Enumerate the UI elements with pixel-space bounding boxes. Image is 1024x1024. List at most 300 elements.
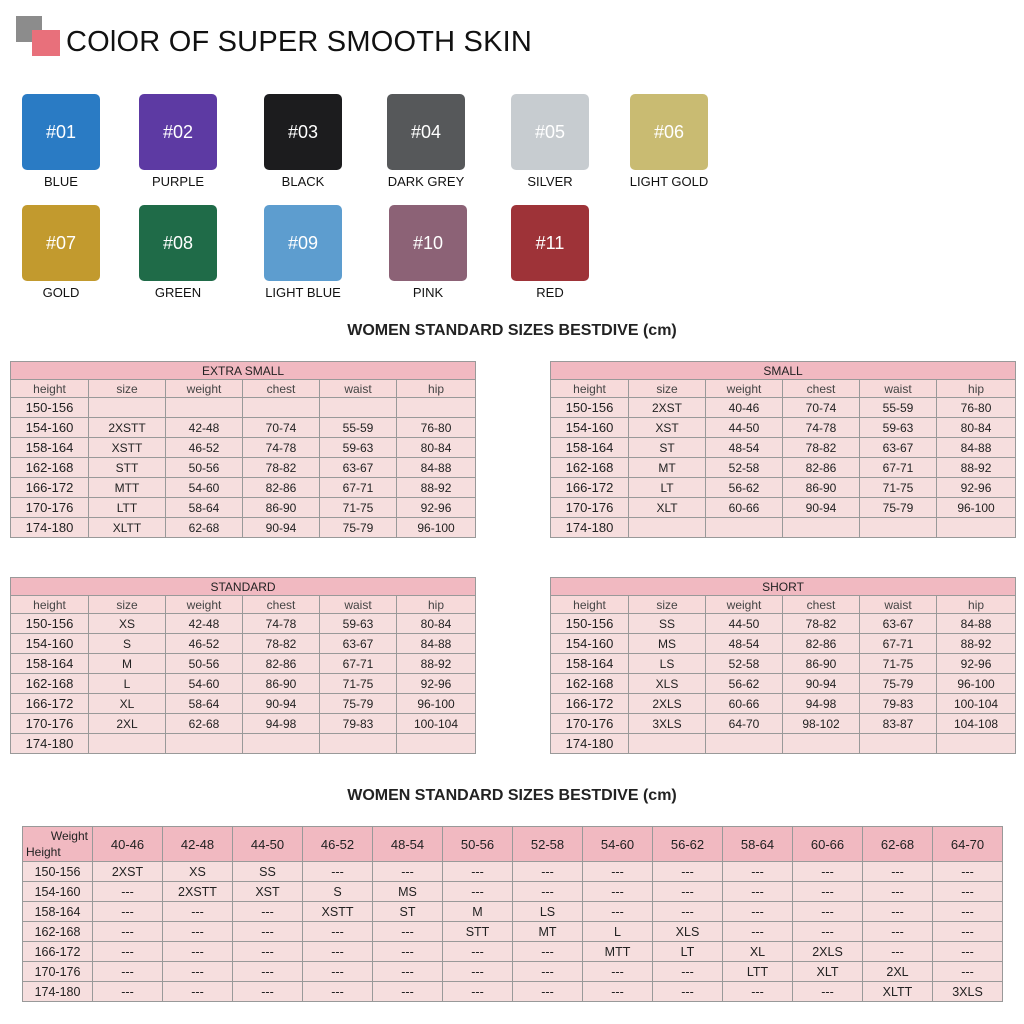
size-cell: 3XLS [933, 982, 1003, 1002]
table-cell: 54-60 [166, 478, 243, 498]
height-cell: 174-180 [23, 982, 93, 1002]
size-cell: --- [583, 982, 653, 1002]
brand-logo [16, 16, 62, 58]
size-cell: --- [303, 942, 373, 962]
table-row [11, 694, 476, 714]
column-header: hip [937, 380, 1016, 398]
table-row [23, 922, 1003, 942]
table-row [11, 654, 476, 674]
table-cell: 83-87 [860, 714, 937, 734]
size-cell: --- [93, 962, 163, 982]
color-swatch: #07 [22, 205, 100, 281]
table-cell: 82-86 [783, 634, 860, 654]
size-cell: --- [233, 922, 303, 942]
height-cell: 162-168 [11, 674, 89, 694]
table-cell: 59-63 [320, 614, 397, 634]
weight-header: 60-66 [793, 827, 863, 862]
table-cell: 86-90 [783, 478, 860, 498]
table-cell: 2XLS [629, 694, 706, 714]
size-cell: S [303, 882, 373, 902]
table-cell: XLT [629, 498, 706, 518]
size-table-caption: EXTRA SMALL [11, 362, 476, 380]
height-cell: 154-160 [11, 634, 89, 654]
column-header: height [11, 380, 89, 398]
color-swatch: #01 [22, 94, 100, 170]
table-cell [320, 398, 397, 418]
table-cell: 46-52 [166, 438, 243, 458]
table-cell [166, 398, 243, 418]
height-cell: 166-172 [551, 478, 629, 498]
table-cell: 78-82 [243, 634, 320, 654]
color-name-label: LIGHT BLUE [265, 285, 341, 300]
table-cell: 3XLS [629, 714, 706, 734]
table-row [551, 438, 1016, 458]
color-swatch: #10 [389, 205, 467, 281]
weight-header: 52-58 [513, 827, 583, 862]
table-cell: XL [89, 694, 166, 714]
height-cell: 174-180 [11, 518, 89, 538]
height-cell: 162-168 [11, 458, 89, 478]
table-cell: M [89, 654, 166, 674]
table-cell: 67-71 [320, 654, 397, 674]
table-cell: MT [629, 458, 706, 478]
size-cell: --- [443, 942, 513, 962]
size-cell: XL [723, 942, 793, 962]
color-name-label: LIGHT GOLD [629, 174, 709, 189]
size-cell: LT [653, 942, 723, 962]
size-table-caption: SMALL [551, 362, 1016, 380]
table-cell: 92-96 [397, 498, 476, 518]
height-cell: 174-180 [551, 734, 629, 754]
size-cell: --- [233, 962, 303, 982]
size-cell: --- [863, 942, 933, 962]
color-name-label: DARK GREY [387, 174, 465, 189]
table-cell: 96-100 [937, 674, 1016, 694]
column-header: size [89, 596, 166, 614]
size-cell: --- [723, 862, 793, 882]
table-cell: 56-62 [706, 674, 783, 694]
color-swatch: #06 [630, 94, 708, 170]
size-table-short [550, 577, 1016, 754]
size-cell: --- [863, 882, 933, 902]
table-row [23, 862, 1003, 882]
weight-header: 40-46 [93, 827, 163, 862]
table-cell: 96-100 [937, 498, 1016, 518]
table-cell: 63-67 [320, 634, 397, 654]
table-cell: 84-88 [397, 634, 476, 654]
table-cell: 59-63 [860, 418, 937, 438]
weight-header: 64-70 [933, 827, 1003, 862]
table-row [11, 418, 476, 438]
table-row [551, 654, 1016, 674]
table-cell: 54-60 [166, 674, 243, 694]
size-cell: --- [793, 982, 863, 1002]
size-cell: --- [163, 942, 233, 962]
table-cell: 82-86 [243, 478, 320, 498]
table-row [551, 478, 1016, 498]
table-cell: 76-80 [937, 398, 1016, 418]
table-cell: ST [629, 438, 706, 458]
table-cell: 96-100 [397, 694, 476, 714]
size-cell: --- [513, 982, 583, 1002]
table-cell [320, 734, 397, 754]
table-cell [706, 734, 783, 754]
table-cell: SS [629, 614, 706, 634]
size-cell: --- [653, 902, 723, 922]
table-cell: 90-94 [783, 498, 860, 518]
table-row [11, 398, 476, 418]
table-cell: 78-82 [243, 458, 320, 478]
column-header: height [551, 596, 629, 614]
column-header: weight [166, 596, 243, 614]
table-cell [706, 518, 783, 538]
size-cell: --- [93, 982, 163, 1002]
table-cell: 78-82 [783, 614, 860, 634]
table-cell: 44-50 [706, 418, 783, 438]
table-cell: 90-94 [243, 518, 320, 538]
table-row [11, 614, 476, 634]
height-cell: 166-172 [11, 694, 89, 714]
table-cell: 75-79 [320, 694, 397, 714]
size-cell: XLT [793, 962, 863, 982]
table-cell: 2XSTT [89, 418, 166, 438]
size-cell: SS [233, 862, 303, 882]
table-cell: 100-104 [397, 714, 476, 734]
height-cell: 150-156 [551, 398, 629, 418]
size-cell: ST [373, 902, 443, 922]
weight-header: 54-60 [583, 827, 653, 862]
table-cell: 88-92 [937, 458, 1016, 478]
size-cell: MS [373, 882, 443, 902]
size-cell: --- [793, 922, 863, 942]
weight-header: 44-50 [233, 827, 303, 862]
table-cell: 55-59 [860, 398, 937, 418]
table-cell: 86-90 [243, 498, 320, 518]
table-cell: 46-52 [166, 634, 243, 654]
size-cell: --- [653, 862, 723, 882]
table-row [11, 478, 476, 498]
table-cell: 40-46 [706, 398, 783, 418]
table-row [551, 734, 1016, 754]
table-cell: 70-74 [243, 418, 320, 438]
size-cell: --- [933, 922, 1003, 942]
table-cell [783, 734, 860, 754]
table-cell: 94-98 [783, 694, 860, 714]
size-cell: --- [583, 902, 653, 922]
size-cell: --- [93, 942, 163, 962]
height-cell: 174-180 [551, 518, 629, 538]
weight-header: 42-48 [163, 827, 233, 862]
column-header: hip [397, 596, 476, 614]
table-cell: XS [89, 614, 166, 634]
table-cell: 71-75 [860, 478, 937, 498]
table-cell [166, 734, 243, 754]
color-swatch: #11 [511, 205, 589, 281]
height-cell: 166-172 [551, 694, 629, 714]
size-cell: --- [233, 902, 303, 922]
size-cell: --- [653, 982, 723, 1002]
table-cell: 63-67 [860, 438, 937, 458]
height-cell: 158-164 [551, 438, 629, 458]
table-row [23, 982, 1003, 1002]
size-cell: --- [723, 982, 793, 1002]
table-cell: 78-82 [783, 438, 860, 458]
table-cell: 44-50 [706, 614, 783, 634]
height-cell: 162-168 [551, 674, 629, 694]
size-cell: --- [793, 902, 863, 922]
size-cell: LS [513, 902, 583, 922]
table-cell: 88-92 [937, 634, 1016, 654]
size-cell: --- [163, 982, 233, 1002]
height-cell: 166-172 [11, 478, 89, 498]
size-cell: --- [653, 962, 723, 982]
size-cell: --- [373, 962, 443, 982]
height-cell: 162-168 [23, 922, 93, 942]
size-cell: --- [443, 982, 513, 1002]
height-cell: 158-164 [11, 654, 89, 674]
size-table-caption: STANDARD [11, 578, 476, 596]
table-cell: 92-96 [937, 654, 1016, 674]
height-cell: 154-160 [23, 882, 93, 902]
column-header: waist [320, 596, 397, 614]
color-name-label: GREEN [154, 285, 202, 300]
size-cell: --- [443, 882, 513, 902]
height-cell: 154-160 [551, 418, 629, 438]
size-cell: --- [863, 922, 933, 942]
color-swatch: #03 [264, 94, 342, 170]
table-cell: XLTT [89, 518, 166, 538]
color-name-label: RED [536, 285, 564, 300]
size-cell: L [583, 922, 653, 942]
size-table-extra-small [10, 361, 476, 538]
table-cell [629, 734, 706, 754]
color-name-label: BLUE [44, 174, 78, 189]
size-cell: --- [373, 942, 443, 962]
table-row [11, 714, 476, 734]
size-cell: 2XSTT [163, 882, 233, 902]
table-cell: 88-92 [397, 478, 476, 498]
size-cell: --- [443, 862, 513, 882]
table-row [551, 398, 1016, 418]
color-name-label: PINK [412, 285, 444, 300]
size-cell: --- [93, 902, 163, 922]
size-table-caption: SHORT [551, 578, 1016, 596]
height-cell: 150-156 [551, 614, 629, 634]
table-cell: XST [629, 418, 706, 438]
column-header: waist [860, 596, 937, 614]
weight-header: 62-68 [863, 827, 933, 862]
table-cell [629, 518, 706, 538]
size-cell: --- [513, 962, 583, 982]
table-cell: 64-70 [706, 714, 783, 734]
table-cell: 82-86 [243, 654, 320, 674]
color-name-label: BLACK [281, 174, 325, 189]
height-axis-label: Height [26, 845, 61, 859]
column-header: chest [783, 380, 860, 398]
table-cell: 62-68 [166, 714, 243, 734]
page-title: COlOR OF SUPER SMOOTH SKIN [66, 26, 533, 58]
height-cell: 158-164 [551, 654, 629, 674]
column-header: size [629, 380, 706, 398]
table-cell: 48-54 [706, 634, 783, 654]
table-cell: XLS [629, 674, 706, 694]
size-cell: --- [373, 922, 443, 942]
color-swatch: #09 [264, 205, 342, 281]
table-cell: XSTT [89, 438, 166, 458]
table-cell: 86-90 [243, 674, 320, 694]
size-cell: --- [793, 882, 863, 902]
table-cell: 84-88 [937, 614, 1016, 634]
table-cell: 92-96 [937, 478, 1016, 498]
table-cell: 60-66 [706, 498, 783, 518]
column-header: weight [706, 596, 783, 614]
height-cell: 150-156 [11, 614, 89, 634]
table-cell: 88-92 [397, 654, 476, 674]
table-cell [937, 518, 1016, 538]
size-cell: --- [933, 862, 1003, 882]
size-cell: --- [933, 942, 1003, 962]
table-cell: 60-66 [706, 694, 783, 714]
weight-section-title: WOMEN STANDARD SIZES BESTDIVE (cm) [347, 787, 677, 804]
table-row [23, 902, 1003, 922]
table-cell: 55-59 [320, 418, 397, 438]
color-name-label: PURPLE [151, 174, 205, 189]
table-cell: 67-71 [860, 458, 937, 478]
table-cell: 82-86 [783, 458, 860, 478]
table-row [11, 674, 476, 694]
size-cell: --- [863, 862, 933, 882]
table-row [11, 634, 476, 654]
column-header: hip [397, 380, 476, 398]
weight-header: 46-52 [303, 827, 373, 862]
table-row [23, 942, 1003, 962]
height-cell: 162-168 [551, 458, 629, 478]
size-cell: XLS [653, 922, 723, 942]
table-cell: L [89, 674, 166, 694]
table-cell: 2XST [629, 398, 706, 418]
weight-axis-label: Weight [50, 829, 88, 843]
height-cell: 158-164 [11, 438, 89, 458]
table-cell: 75-79 [860, 498, 937, 518]
size-cell: --- [513, 882, 583, 902]
size-cell: --- [303, 962, 373, 982]
size-cell: LTT [723, 962, 793, 982]
table-cell [860, 734, 937, 754]
height-cell: 170-176 [23, 962, 93, 982]
column-header: chest [243, 380, 320, 398]
table-cell: 90-94 [243, 694, 320, 714]
table-cell: 56-62 [706, 478, 783, 498]
size-cell: --- [93, 882, 163, 902]
table-cell: 76-80 [397, 418, 476, 438]
column-header: height [551, 380, 629, 398]
table-cell: 70-74 [783, 398, 860, 418]
table-cell: 59-63 [320, 438, 397, 458]
table-row [11, 734, 476, 754]
size-cell: XLTT [863, 982, 933, 1002]
table-cell: 71-75 [320, 498, 397, 518]
size-cell: --- [303, 922, 373, 942]
table-row [551, 418, 1016, 438]
table-row [551, 518, 1016, 538]
table-cell [937, 734, 1016, 754]
table-cell [89, 734, 166, 754]
table-row [551, 674, 1016, 694]
size-cell: --- [513, 942, 583, 962]
table-cell: 80-84 [937, 418, 1016, 438]
table-cell: STT [89, 458, 166, 478]
table-cell: 84-88 [937, 438, 1016, 458]
column-header: weight [166, 380, 243, 398]
table-row [11, 438, 476, 458]
table-cell: 71-75 [320, 674, 397, 694]
table-row [551, 614, 1016, 634]
height-cell: 154-160 [11, 418, 89, 438]
color-name-label: GOLD [42, 285, 80, 300]
weight-height-table [22, 826, 1003, 1002]
table-cell: 62-68 [166, 518, 243, 538]
size-cell: --- [933, 882, 1003, 902]
table-cell: 71-75 [860, 654, 937, 674]
color-swatch: #08 [139, 205, 217, 281]
table-row [551, 694, 1016, 714]
table-cell: MS [629, 634, 706, 654]
table-cell: 2XL [89, 714, 166, 734]
color-swatch: #05 [511, 94, 589, 170]
table-cell [243, 734, 320, 754]
size-cell: M [443, 902, 513, 922]
table-cell [243, 398, 320, 418]
size-cell: --- [933, 962, 1003, 982]
table-cell: 52-58 [706, 458, 783, 478]
table-cell: 67-71 [320, 478, 397, 498]
table-row [11, 498, 476, 518]
table-cell: 75-79 [860, 674, 937, 694]
logo-pink-square [32, 30, 60, 56]
size-cell: --- [303, 982, 373, 1002]
size-cell: 2XLS [793, 942, 863, 962]
size-cell: MT [513, 922, 583, 942]
size-cell: 2XST [93, 862, 163, 882]
color-name-label: SILVER [527, 174, 573, 189]
table-cell: LTT [89, 498, 166, 518]
size-cell: --- [723, 922, 793, 942]
table-row [551, 458, 1016, 478]
size-cell: --- [163, 962, 233, 982]
height-cell: 170-176 [11, 498, 89, 518]
table-cell: 50-56 [166, 654, 243, 674]
size-cell: --- [863, 902, 933, 922]
column-header: chest [783, 596, 860, 614]
table-cell: 58-64 [166, 498, 243, 518]
table-row [23, 962, 1003, 982]
table-cell [860, 518, 937, 538]
weight-header: 56-62 [653, 827, 723, 862]
weight-header: 48-54 [373, 827, 443, 862]
column-header: hip [937, 596, 1016, 614]
table-cell: 90-94 [783, 674, 860, 694]
size-cell: --- [163, 902, 233, 922]
size-cell: --- [303, 862, 373, 882]
weight-header: 58-64 [723, 827, 793, 862]
size-cell: XSTT [303, 902, 373, 922]
table-cell: 52-58 [706, 654, 783, 674]
size-table-standard [10, 577, 476, 754]
table-cell: 58-64 [166, 694, 243, 714]
table-cell: 79-83 [320, 714, 397, 734]
height-cell: 166-172 [23, 942, 93, 962]
table-cell: LS [629, 654, 706, 674]
